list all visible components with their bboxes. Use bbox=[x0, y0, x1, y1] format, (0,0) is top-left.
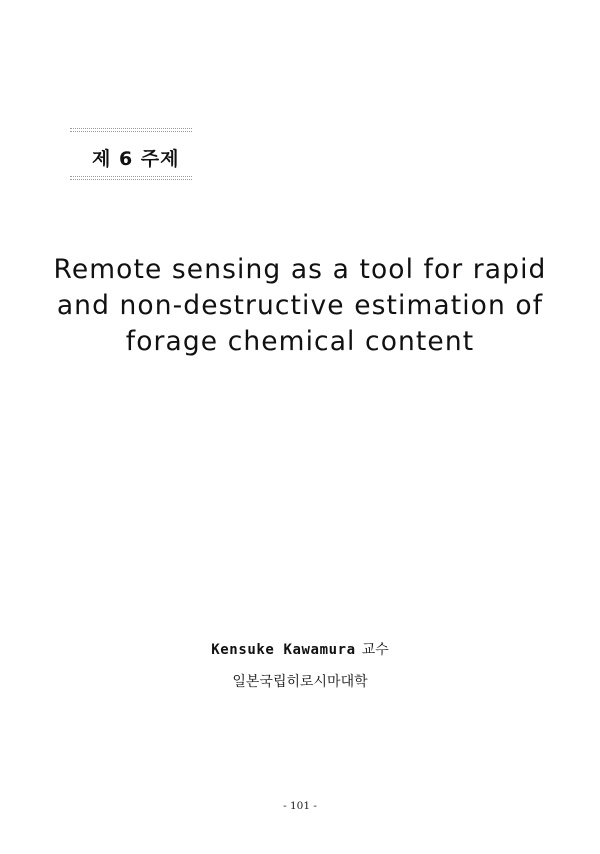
title-line: and non-destructive estimation of bbox=[56, 290, 544, 321]
topic-top-rule-inner bbox=[70, 131, 192, 132]
topic-bottom-rule-inner bbox=[70, 176, 192, 177]
title-line: forage chemical content bbox=[125, 326, 475, 357]
title-line: Remote sensing as a tool for rapid bbox=[53, 254, 547, 285]
page-number: - 101 - bbox=[283, 800, 317, 812]
topic-heading-box bbox=[70, 128, 192, 182]
author-line bbox=[0, 640, 600, 660]
author-affiliation: 일본국립히로시마대학 bbox=[232, 674, 368, 690]
topic-top-rule bbox=[70, 128, 192, 129]
author-role: 교수 bbox=[361, 642, 389, 658]
author-name: Kensuke Kawamura bbox=[211, 642, 356, 658]
topic-bottom-rule bbox=[70, 179, 192, 180]
document-title bbox=[30, 252, 570, 360]
topic-label: 제 6 주제 bbox=[92, 148, 180, 170]
